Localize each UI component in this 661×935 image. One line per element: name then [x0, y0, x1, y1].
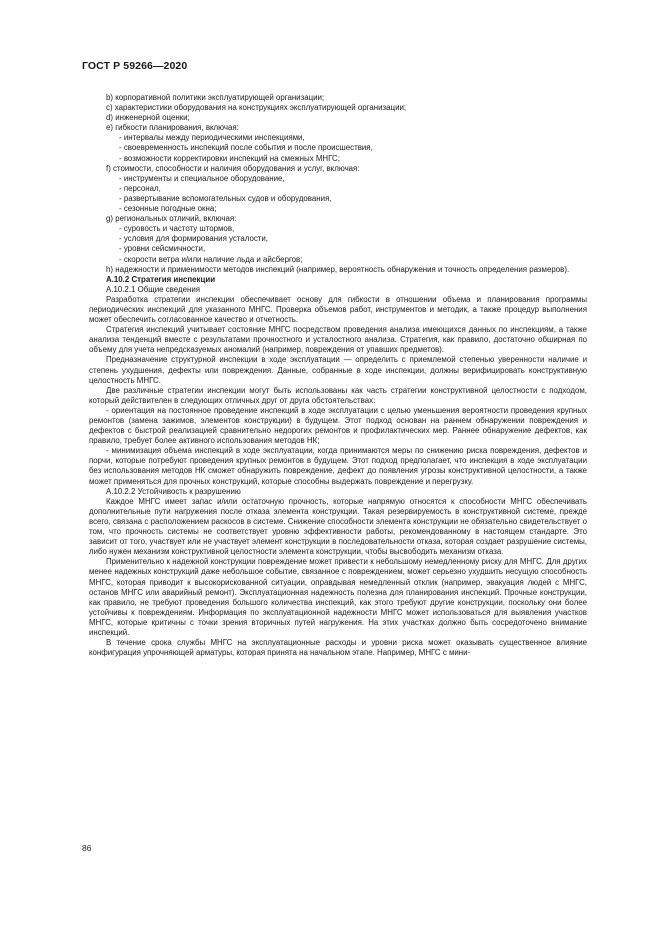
paragraph: Разработка стратегии инспекции обеспечивает основу для гибкости в отношении объема и планирования программы периодических инспекций для указанного МНГС. Проверка объемов работ, инструментов и методик, а также процедур выполнения может обеспечить согласованное качество и отчетность. [89, 294, 587, 325]
paragraph: - развертывание вспомогательных судов и оборудования, [119, 193, 332, 203]
document-header: ГОСТ Р 59266—2020 [82, 60, 188, 72]
paragraph: - возможности корректировки инспекций на смежных МНГС; [119, 153, 340, 163]
paragraph: В течение срока службы МНГС на эксплуатационные расходы и уровни риска может оказывать существенное влияние конфигурация упрочняющей арматуры, которая принята на начальном этапе. Например, МНГС с мини- [89, 638, 587, 658]
paragraph: - персонал, [119, 183, 161, 193]
paragraph: d) инженерной оценки; [106, 113, 190, 123]
paragraph: Предназначение структурной инспекции в ходе эксплуатации — определить с приемлемой степенью уверенности наличие и степень ухудшения, дефекты или повреждения. Данные, собранные в ходе инспекции, должны верифицировать конструктивную целостность МНГС. [89, 355, 587, 385]
paragraph: h) надежности и применимости методов инспекций (например, вероятность обнаружения и точность определения размеров). [106, 264, 570, 274]
paragraph: - ориентация на постоянное проведение инспекций в ходе эксплуатации с целью уменьшения вероятности проведения крупных ремонтов (замена зажимов, элементов конструкции) в будущем. Этот подход основан на раннем обнаружении повреждения и дефектов с быстрой реализацией сравнительно недорогих ремонтов и профилактических мер. Раннее обнаружение дефектов, как правило, требует более активного использования методов НК; [89, 405, 587, 446]
paragraph: b) корпоративной политики эксплуатирующей организации; [106, 93, 325, 102]
paragraph: А.10.2.1 Общие сведения [106, 284, 201, 294]
page-number: 86 [82, 843, 92, 853]
paragraph: - сезонные погодные окна; [119, 204, 217, 214]
paragraph: - условия для формирования усталости, [119, 234, 268, 244]
paragraph: - интервалы между периодическими инспекциями, [119, 133, 305, 143]
paragraph: - суровость и частоту штормов, [119, 224, 235, 234]
paragraph: f) стоимости, способности и наличия оборудования и услуг, включая: [106, 163, 360, 173]
paragraph: e) гибкости планирования, включая: [106, 123, 239, 133]
paragraph: Каждое МНГС имеет запас и/или остаточную прочность, которые напрямую относятся к способности МНГС обеспечивать дополнительные пути нагружения после отказа элемента конструкции. Такая резервируемость в конструктивной системе, прежде всего, связана с расположением раскосов в системе. Снижение способности элемента конструкции не обязательно свидетельствует о том, что прочность системы не соответствует уровню эффективности работы, рекомендованному в настоящем стандарте. Это зависит от того, участвует или не участвует элемент конструкции в последовательности отказа, которая создает разрушение системы, либо нужен механизм конструктивной целостности элемента конструкции, чтобы высвободить механизм отказа. [89, 496, 587, 557]
paragraph: - своевременность инспекций после события и после происшествия, [119, 143, 373, 153]
paragraph: А.10.2.2 Устойчивость к разрушению [106, 486, 241, 496]
paragraph: - инструменты и специальное оборудование, [119, 173, 285, 183]
paragraph: А.10.2 Стратегия инспекции [106, 274, 216, 284]
paragraph: - уровни сейсмичности, [119, 244, 206, 254]
paragraph: - скорости ветра и/или наличие льда и айсбергов; [119, 254, 303, 264]
paragraph: g) региональных отличий, включая: [106, 214, 237, 224]
paragraph: Две различные стратегии инспекции могут быть использованы как часть стратегии конструктивной целостности с подходом, который действителен в следующих отличных друг от друга обстоятельствах: [89, 385, 587, 405]
paragraph: Стратегия инспекций учитывает состояние МНГС посредством проведения анализа имеющихся данных по инспекциям, а также анализа тенденций вместе с результатами прочностного и усталостного анализа. Стратегия, как правило, достаточно обширная по объему для учета непредсказуемых аномалий (например, повреждения от упавших предметов). [89, 325, 587, 355]
paragraph: c) характеристики оборудования на конструкциях эксплуатирующей организации; [106, 103, 407, 113]
paragraph: Применительно к надежной конструкции повреждение может привести к небольшому немедленному риску для МНГС. Для других менее надежных конструкций даже небольшое событие, связанное с повреждением, может серьезно ухудшить несущую способность МНГС, которая приводит к высокорискованной ситуации, оправдывая немедленный отклик (например, эвакуация людей с МНГС, останов МНГС или аварийный ремонт). Эксплуатационная надежность полезна для планирования инспекций. Прочные конструкции, как правило, не требуют проведения большого количества инспекций, как этого требуют другие конструкции, поскольку они более устойчивы к повреждениям. Информация по эксплуатационной надежности МНГС может использоваться для выявления участков МНГС, которые критичны с точки зрения вторичных путей нагружения. На этих участках должно быть сосредоточено внимание инспекций. [89, 557, 587, 637]
document-body [89, 93, 587, 658]
paragraph: - минимизация объема инспекций в ходе эксплуатации, когда принимаются меры по снижению риска повреждения, дефектов и порчи, которые потребуют проведения крупных ремонтов в будущем. Этот подход предполагает, что инспекция в ходе эксплуатации без использования методов НК сможет обнаружить повреждение, дефект до появления угрозы конструктивной целостности, а также может применяться для прочных конструкций, которые способны выдержать повреждение и перегрузку. [89, 446, 587, 486]
